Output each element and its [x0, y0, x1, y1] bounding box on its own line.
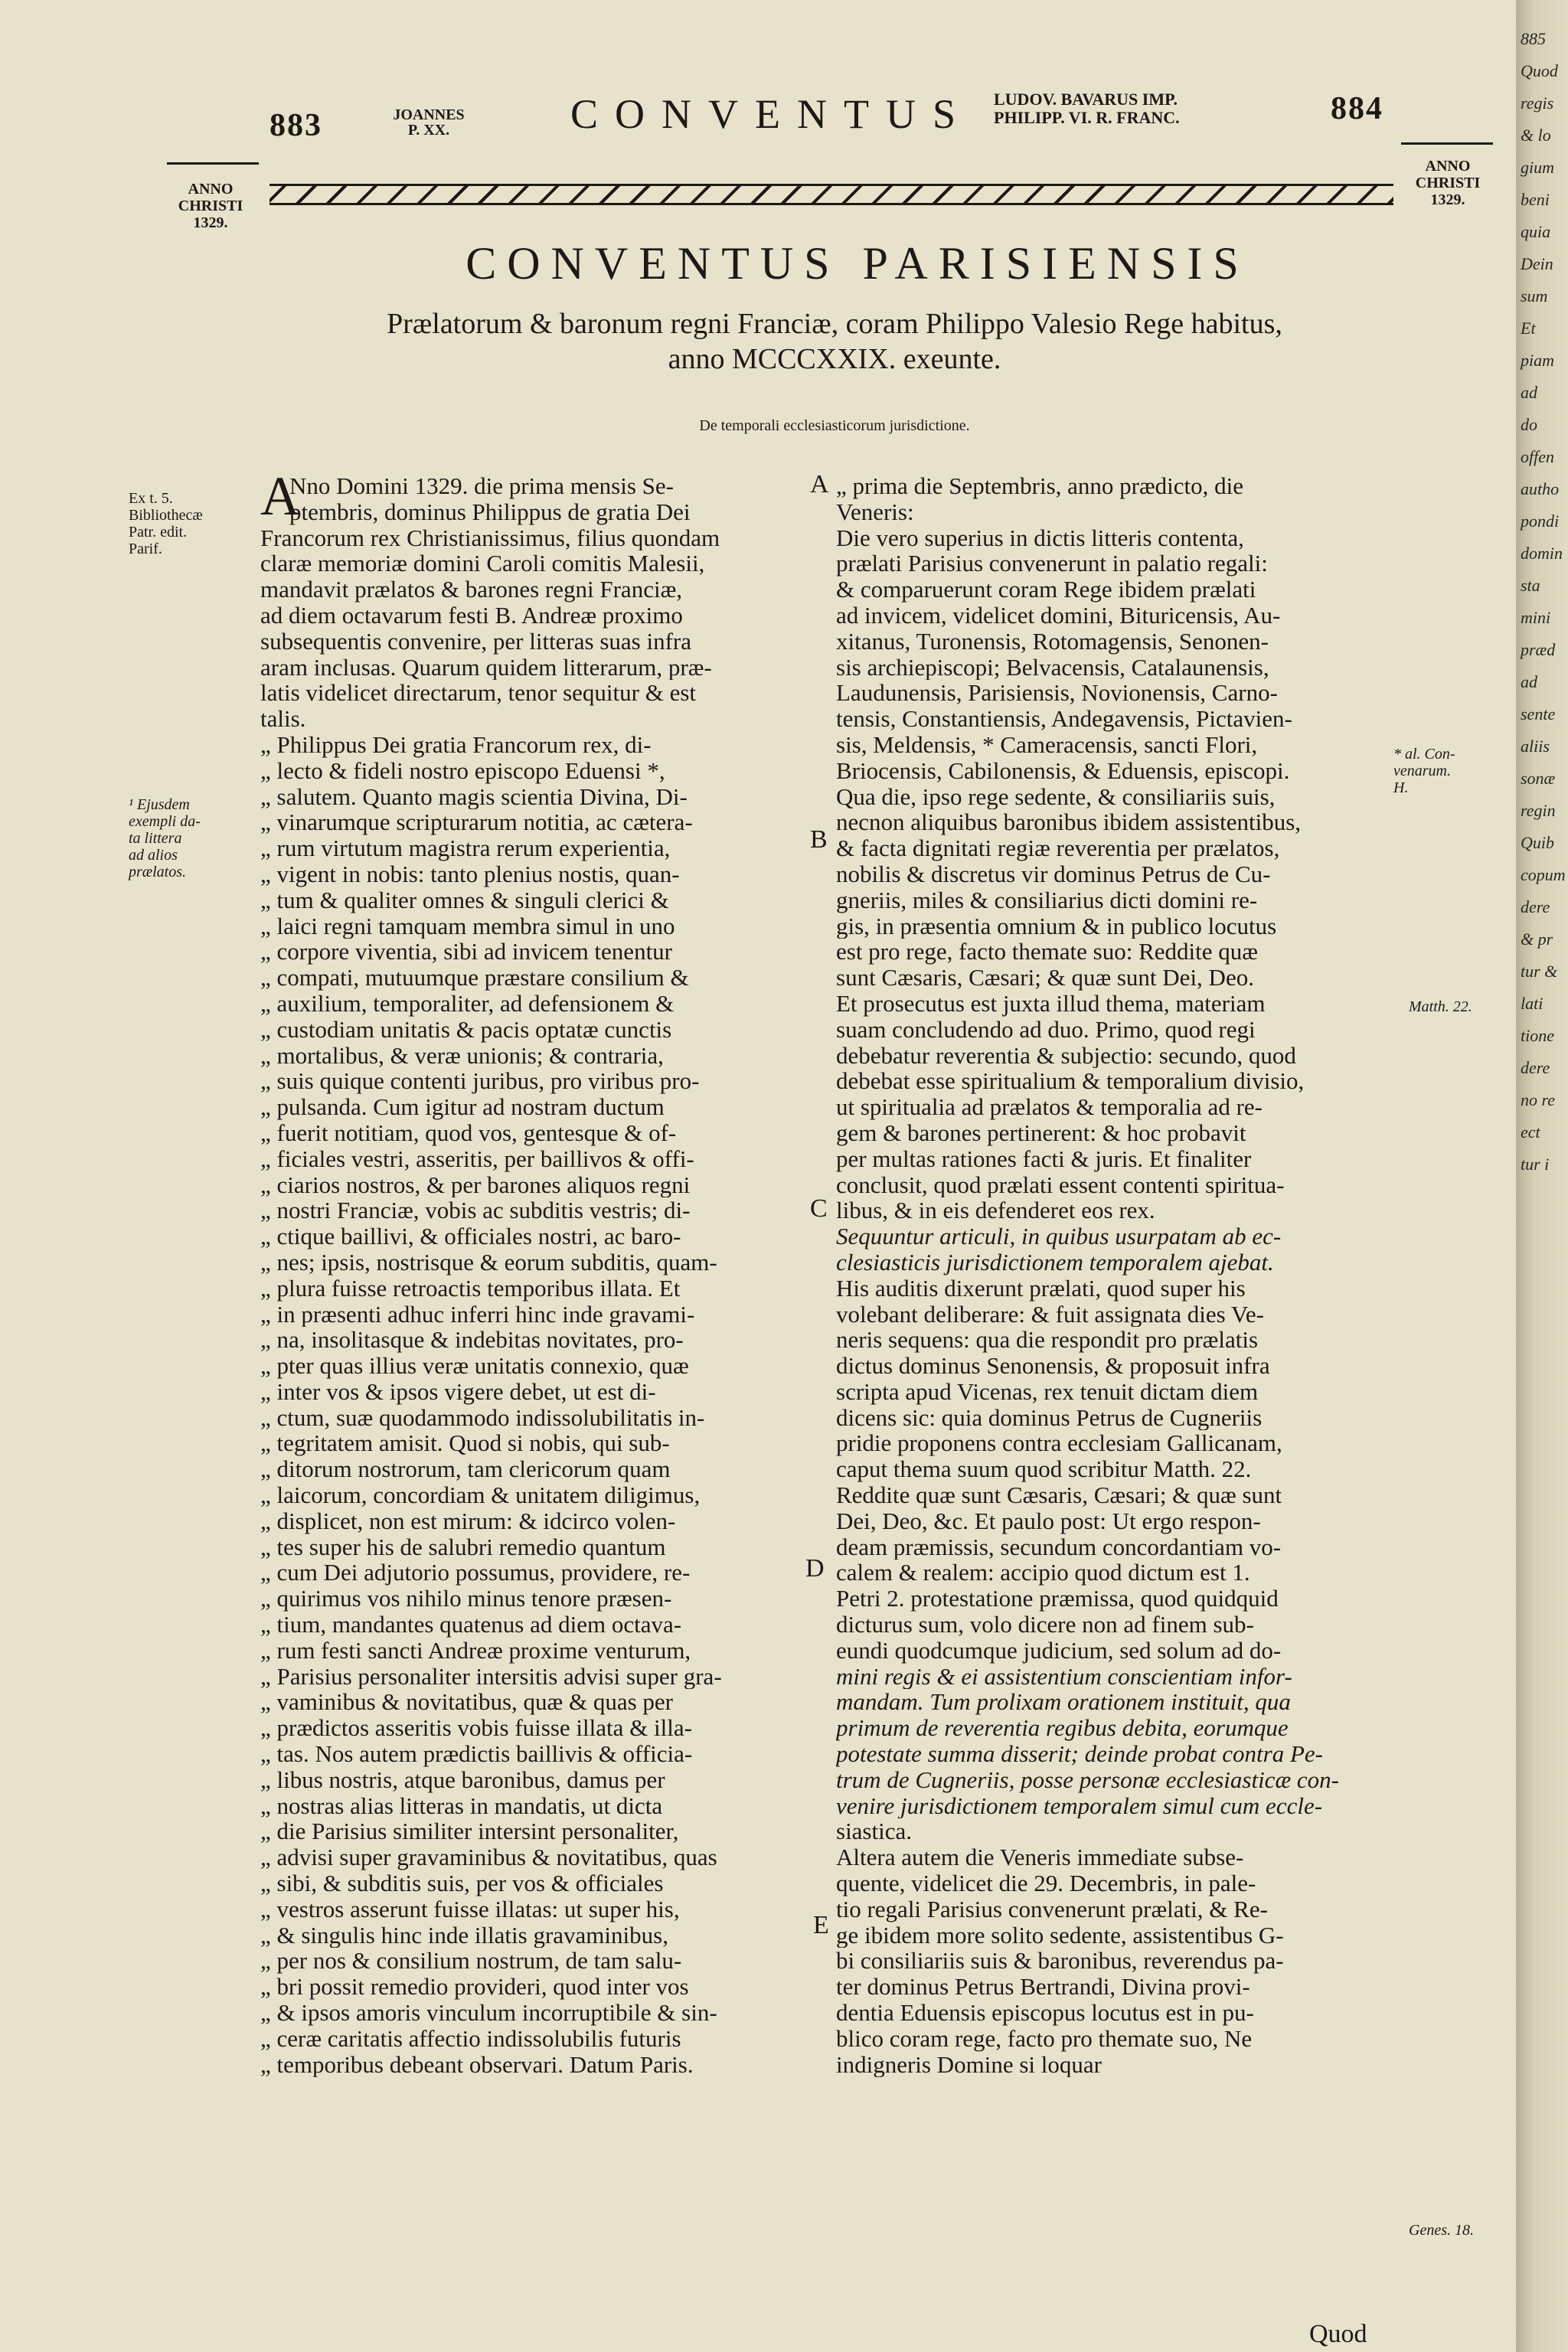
edge-fragment: Dein	[1521, 254, 1553, 273]
edge-fragment: beni	[1521, 190, 1550, 209]
text-line: gem & barones pertinerent: & hoc probavit	[836, 1119, 1246, 1146]
text-line: gneriis, miles & consiliarius dicti domini re-	[836, 887, 1258, 913]
text-line: „ & ipsos amoris vinculum incorruptibile & sin-	[260, 2000, 717, 2026]
text-line: calem & realem: accipio quod dictum est 1.	[836, 1560, 1250, 1586]
anno-rule-right	[1401, 142, 1493, 145]
text-line: „ lecto & fideli nostro episcopo Eduensi *,	[260, 757, 665, 784]
text-line: & facta dignitati regiæ reverentia per prælatos,	[836, 835, 1280, 861]
text-line: Briocensis, Cabilonensis, & Eduensis, episcopi.	[836, 757, 1290, 784]
text-line: „ auxilium, temporaliter, ad defensionem &	[260, 990, 675, 1017]
left-page-number: 883	[270, 108, 322, 143]
rulers-line-2: PHILIPP. VI. R. FRANC.	[994, 108, 1180, 127]
text-line: „ custodiam unitatis & pacis optatæ cunctis	[260, 1016, 672, 1043]
text-line: eundi quodcumque judicium, sed solum ad do-	[836, 1637, 1282, 1664]
margin-note-line: * al. Con-	[1393, 746, 1455, 763]
edge-fragment: domin	[1521, 544, 1563, 563]
text-line: pridie proponens contra ecclesiam Gallicanam,	[836, 1430, 1282, 1457]
section-letter-b: B	[810, 825, 828, 854]
text-line: „ laicorum, concordiam & unitatem diligimus,	[260, 1482, 701, 1508]
text-line: & comparuerunt coram Rege ibidem prælati	[836, 577, 1256, 603]
edge-fragment: tur &	[1521, 962, 1558, 981]
text-line: tio regali Parisius convenerunt prælati, & Re-	[836, 1896, 1268, 1922]
text-line: „ fuerit notitiam, quod vos, gentesque & of-	[260, 1119, 677, 1146]
margin-note-variant	[129, 796, 236, 880]
edge-fragment: dere	[1521, 897, 1550, 916]
text-line: „ libus nostris, atque baronibus, damus per	[260, 1766, 665, 1793]
pope-header	[387, 107, 471, 138]
edge-fragment: & lo	[1521, 126, 1551, 145]
edge-fragment: dere	[1521, 1058, 1550, 1077]
text-line: Altera autem die Veneris immediate subse-	[836, 1844, 1244, 1871]
text-line: deam præmissis, secundum concordantiam vo-	[836, 1534, 1282, 1560]
text-line: sunt Cæsaris, Cæsari; & quæ sunt Dei, Deo.	[836, 965, 1254, 991]
text-line: libus, & in eis defenderet eos rex.	[836, 1197, 1155, 1224]
edge-fragment: Quod	[1521, 61, 1558, 80]
edge-fragment: ad	[1521, 672, 1537, 691]
anno-rule-left	[167, 162, 259, 165]
anno-left-christi: CHRISTI	[178, 198, 243, 214]
section-letter-c: C	[810, 1194, 828, 1223]
next-page-edge	[1516, 0, 1568, 2352]
text-line: ad invicem, videlicet domini, Bituricensis, Au-	[836, 602, 1281, 629]
text-line: quente, videlicet die 29. Decembris, in pale-	[836, 1870, 1256, 1896]
text-line: potestate summa disserit; deinde probat contra Pe-	[836, 1741, 1323, 1767]
text-line: Qua die, ipso rege sedente, & consiliariis suis,	[836, 783, 1276, 810]
text-line: „ nes; ipsis, nostrisque & eorum subditis, quam-	[260, 1249, 717, 1276]
text-line: „ rum festi sancti Andreæ proxime venturum,	[260, 1637, 691, 1664]
text-line: per multas rationes facti & juris. Et finaliter	[836, 1145, 1252, 1172]
edge-fragment: gium	[1521, 158, 1554, 177]
anno-left-year: 1329.	[193, 214, 228, 231]
text-line: Veneris:	[836, 498, 914, 525]
text-line: aram inclusas. Quarum quidem litterarum, præ-	[260, 654, 712, 681]
text-line: dicturus sum, volo dicere non ad finem sub-	[836, 1612, 1254, 1638]
edge-fragment: ad	[1521, 383, 1537, 402]
edge-fragment: sum	[1521, 286, 1548, 305]
text-line: „ inter vos & ipsos vigere debet, ut est di-	[260, 1378, 656, 1405]
text-line: „ ctique baillivi, & officiales nostri, ac baro-	[260, 1223, 681, 1250]
text-line: „ prima die Septembris, anno prædicto, die	[836, 473, 1244, 499]
text-line: ter dominus Petrus Bertrandi, Divina provi-	[836, 1974, 1250, 2001]
text-line: His auditis dixerunt prælati, quod super his	[836, 1275, 1246, 1302]
text-line: „ Parisius personaliter intersitis advisi super gra-	[260, 1663, 722, 1690]
text-line: sis archiepiscopi; Belvacensis, Catalaunensis,	[836, 654, 1269, 681]
text-line: primum de reverentia regibus debita, eorumque	[836, 1715, 1289, 1742]
margin-note-matthew: Matth. 22.	[1409, 998, 1472, 1015]
text-line: dictus dominus Senonensis, & proposuit infra	[836, 1353, 1270, 1379]
anno-right-year: 1329.	[1430, 191, 1465, 208]
edge-fragment: sente	[1521, 704, 1556, 724]
text-line: „ compati, mutuumque præstare consilium &	[260, 965, 689, 991]
header-ornament	[270, 184, 1393, 205]
edge-fragment: sta	[1521, 576, 1540, 595]
rulers-line-1: LUDOV. BAVARUS IMP.	[994, 90, 1178, 109]
margin-note-line: ¹ Ejusdem	[129, 796, 190, 813]
anno-left	[161, 181, 260, 231]
text-line: „ displicet, non est mirum: & idcirco volen-	[260, 1508, 676, 1534]
margin-note-line: Patr. edit.	[129, 524, 188, 541]
text-line: Petri 2. protestatione præmissa, quod quidquid	[836, 1586, 1279, 1612]
text-line: „ ciarios nostros, & per barones aliquos regni	[260, 1171, 691, 1198]
text-line: „ & singulis hinc inde illatis gravaminibus,	[260, 1922, 668, 1949]
text-line: Et prosecutus est juxta illud thema, materiam	[836, 990, 1266, 1017]
edge-fragment: tur i	[1521, 1155, 1550, 1174]
text-line: „ vestros asserunt fuisse illatas: ut super his,	[260, 1896, 680, 1922]
text-line: tensis, Constantiensis, Andegavensis, Pictavien-	[836, 706, 1292, 732]
document-subtitle	[260, 306, 1409, 377]
text-line: „ ficiales vestri, asseritis, per baillivos & offi-	[260, 1145, 694, 1172]
text-line: dicens sic: quia dominus Petrus de Cugneriis	[836, 1404, 1263, 1431]
margin-note-line: ta littera	[129, 830, 182, 847]
catchword: Quod	[1309, 2320, 1367, 2348]
text-line: ut spiritualia ad prælatos & temporalia ad re-	[836, 1094, 1263, 1120]
pope-name: JOANNES	[393, 106, 465, 123]
text-line: trum de Cugneriis, posse personæ ecclesiasticæ con-	[836, 1766, 1339, 1793]
text-line: nobilis & discretus vir dominus Petrus de Cu-	[836, 861, 1271, 887]
text-line: „ nostras alias litteras in mandatis, ut dicta	[260, 1792, 663, 1819]
text-line: venire jurisdictionem temporalem simul cum eccle-	[836, 1792, 1323, 1819]
text-line: subsequentis convenire, per litteras suas infra	[260, 628, 691, 655]
text-line: latis videlicet directarum, tenor sequitur & est	[260, 680, 697, 707]
text-line: neris sequens: qua die respondit pro prælatis	[836, 1327, 1259, 1354]
text-line: xitanus, Turonensis, Rotomagensis, Senonen-	[836, 628, 1269, 655]
margin-note-line: Bibliothecæ	[129, 507, 203, 524]
subtitle-line-2: anno MCCCXXIX. exeunte.	[668, 343, 1001, 375]
text-line: „ suis quique contenti juribus, pro viribus pro-	[260, 1068, 700, 1095]
text-line: „ ctum, suæ quodammodo indissolubilitatis in-	[260, 1404, 705, 1431]
text-line: conclusit, quod prælati essent contenti spiritua-	[836, 1171, 1285, 1198]
edge-fragment: no re	[1521, 1090, 1556, 1109]
edge-fragment: tione	[1521, 1026, 1554, 1045]
margin-note-line: H.	[1393, 779, 1409, 796]
section-letter-d: D	[805, 1554, 825, 1583]
text-line: ptembris, dominus Philippus de gratia Dei	[289, 498, 691, 525]
running-title: CONVENTUS	[570, 91, 973, 137]
text-line: „ tum & qualiter omnes & singuli clerici &	[260, 887, 669, 913]
text-line: Dei, Deo, &c. Et paulo post: Ut ergo respon-	[836, 1508, 1261, 1534]
text-line: scripta apud Vicenas, rex tenuit dictam diem	[836, 1378, 1259, 1405]
edge-fragment: regis	[1521, 93, 1554, 113]
text-line: necnon aliquibus baronibus ibidem assistentibus,	[836, 809, 1302, 836]
margin-note-line: Ex t. 5.	[129, 490, 173, 507]
text-line: „ temporibus debeant observari. Datum Paris.	[260, 2051, 694, 2078]
margin-note-line: prælatos.	[129, 864, 187, 880]
text-line: „ tium, mandantes quatenus ad diem octava-	[260, 1612, 682, 1638]
edge-fragment: pondi	[1521, 511, 1560, 531]
right-page-number: 884	[1331, 91, 1383, 126]
text-line: „ tas. Nos autem prædictis baillivis & officia-	[260, 1741, 693, 1767]
edge-fragment: mini	[1521, 608, 1551, 627]
edge-fragment: sonæ	[1521, 769, 1556, 788]
edge-fragment: copum	[1521, 865, 1566, 884]
section-letter-a: A	[810, 470, 829, 498]
text-line: „ cum Dei adjutorio possumus, providere, re-	[260, 1560, 691, 1586]
text-line: caput thema suum quod scribitur Matth. 22.	[836, 1456, 1252, 1483]
text-line: volebant deliberare: & fuit assignata dies Ve-	[836, 1301, 1264, 1328]
margin-note-line: ad alios	[129, 847, 178, 864]
edge-fragment: autho	[1521, 479, 1560, 498]
drop-cap: A	[260, 466, 300, 527]
margin-note-line: exempli da-	[129, 813, 201, 830]
margin-note-genesis: Genes. 18.	[1409, 2222, 1474, 2239]
document-title: CONVENTUS PARISIENSIS	[466, 238, 1250, 289]
text-line: Laudunensis, Parisiensis, Novionensis, Carno-	[836, 680, 1278, 707]
text-line: „ pulsanda. Cum igitur ad nostram ductum	[260, 1094, 665, 1120]
edge-fragment: lati	[1521, 994, 1544, 1013]
margin-note-line: Parif.	[129, 541, 162, 557]
text-line: claræ memoriæ domini Caroli comitis Malesii,	[260, 550, 705, 577]
text-line: est pro rege, facto themate suo: Reddite quæ	[836, 939, 1258, 965]
text-line: „ na, insolitasque & indebitas novitates, pro-	[260, 1327, 684, 1354]
edge-fragment: 885	[1521, 29, 1546, 48]
edge-fragment: præd	[1521, 640, 1556, 659]
text-line: „ bri possit remedio provideri, quod inter vos	[260, 1974, 689, 2001]
text-line: „ die Parisius similiter intersint personaliter,	[260, 1818, 679, 1845]
text-line: Sequuntur articuli, in quibus usurpatam ab ec-	[836, 1223, 1282, 1250]
text-line: talis.	[260, 706, 306, 732]
text-line: „ quirimus vos nihilo minus tenore præsen-	[260, 1586, 672, 1612]
margin-note-source	[129, 490, 236, 557]
text-line: „ vaminibus & novitatibus, quæ & quas per	[260, 1689, 674, 1716]
text-line: gis, in præsentia omnium & in publico locutus	[836, 913, 1277, 939]
text-line: „ sibi, & subditis suis, per vos & officiales	[260, 1870, 664, 1896]
text-line: prælati Parisius convenerunt in palatio regali:	[836, 550, 1268, 577]
text-line: Francorum rex Christianissimus, filius quondam	[260, 524, 720, 551]
text-line: „ advisi super gravaminibus & novitatibus, quas	[260, 1844, 717, 1871]
text-line: mini regis & ei assistentium conscientiam infor-	[836, 1663, 1292, 1690]
section-letter-e: E	[813, 1911, 829, 1939]
text-line: dentia Eduensis episcopus locutus est in pu-	[836, 2000, 1254, 2026]
text-line: „ nostri Franciæ, vobis ac subditis vestris; di-	[260, 1197, 691, 1224]
edge-fragment: & pr	[1521, 929, 1553, 949]
text-line: „ corpore viventia, sibi ad invicem tenentur	[260, 939, 673, 965]
text-line: „ salutem. Quanto magis scientia Divina, Di-	[260, 783, 688, 810]
opening-line: Nno Domini 1329. die prima mensis Se-	[289, 473, 674, 499]
text-line: „ laici regni tamquam membra simul in uno	[260, 913, 675, 939]
text-line: „ rum virtutum magistra rerum experientia,	[260, 835, 671, 861]
edge-fragment: do	[1521, 415, 1537, 434]
right-column	[836, 473, 1400, 2077]
pope-number: P. XX.	[407, 122, 450, 139]
text-line: blico coram rege, facto pro themate suo, Ne	[836, 2025, 1253, 2052]
anno-right-word: ANNO	[1425, 158, 1471, 175]
edge-fragment: regin	[1521, 801, 1556, 820]
text-line: ad diem octavarum festi B. Andreæ proximo	[260, 602, 683, 629]
anno-right	[1398, 158, 1498, 208]
edge-fragment: Quib	[1521, 833, 1554, 852]
text-line: mandam. Tum prolixam orationem instituit, qua	[836, 1689, 1291, 1716]
text-line: „ prædictos asseritis vobis fuisse illata & illa-	[260, 1715, 692, 1742]
text-line: „ tegritatem amisit. Quod si nobis, qui sub-	[260, 1430, 670, 1457]
margin-note-alias	[1393, 746, 1485, 796]
text-line: siastica.	[836, 1818, 912, 1845]
text-line: indigneris Domine si loquar	[836, 2051, 1102, 2078]
text-line: bi consiliariis suis & baronibus, reverendus pa-	[836, 1948, 1284, 1975]
margin-note-line: venarum.	[1393, 763, 1451, 779]
text-line: „ ceræ caritatis affectio indissolubilis futuris	[260, 2025, 681, 2052]
edge-fragment: quia	[1521, 222, 1551, 241]
subtitle-line-1: Prælatorum & baronum regni Franciæ, coram Philippo Valesio Rege habitus,	[387, 308, 1282, 340]
text-line: Die vero superius in dictis litteris contenta,	[836, 524, 1244, 551]
text-line: „ vinarumque scripturarum notitia, ac cætera-	[260, 809, 693, 836]
text-line: sis, Meldensis, * Cameracensis, sancti Flori,	[836, 731, 1258, 758]
text-line: „ vigent in nobis: tanto plenius nostis, quan-	[260, 861, 680, 887]
text-line: ge ibidem more solito sedente, assistentibus G-	[836, 1922, 1284, 1949]
text-line: mandavit prælatos & barones regni Franciæ,	[260, 577, 682, 603]
section-heading: De temporali ecclesiasticorum jurisdictione.	[699, 417, 970, 434]
text-line: „ plura fuisse retroactis temporibus illata. Et	[260, 1275, 681, 1302]
text-line: „ mortalibus, & veræ unionis; & contraria,	[260, 1042, 664, 1069]
edge-fragment: piam	[1521, 351, 1554, 370]
text-line: „ tes super his de salubri remedio quantum	[260, 1534, 666, 1560]
text-line: „ pter quas illius veræ unitatis connexio, quæ	[260, 1353, 689, 1379]
edge-fragment: offen	[1521, 447, 1554, 466]
edge-fragment: aliis	[1521, 737, 1550, 756]
text-line: debebat esse spiritualium & temporalium divisio,	[836, 1068, 1305, 1095]
text-line: „ Philippus Dei gratia Francorum rex, di-	[260, 731, 652, 758]
text-line: „ ditorum nostrorum, tam clericorum quam	[260, 1456, 671, 1483]
text-line: „ per nos & consilium nostrum, de tam salu-	[260, 1948, 682, 1975]
text-line: Reddite quæ sunt Cæsaris, Cæsari; & quæ sunt	[836, 1482, 1282, 1508]
anno-right-christi: CHRISTI	[1415, 175, 1481, 191]
left-column	[260, 466, 807, 2078]
text-line: debebatur reverentia & subjectio: secundo, quod	[836, 1042, 1296, 1069]
anno-left-word: ANNO	[188, 181, 234, 198]
edge-fragment: Et	[1521, 318, 1536, 338]
edge-fragment: ect	[1521, 1122, 1540, 1142]
text-line: suam concludendo ad duo. Primo, quod regi	[836, 1016, 1256, 1043]
rulers-header	[994, 90, 1269, 127]
text-line: „ in præsenti adhuc inferri hinc inde gravami-	[260, 1301, 695, 1328]
text-line: clesiasticis jurisdictionem temporalem ajebat.	[836, 1249, 1274, 1276]
